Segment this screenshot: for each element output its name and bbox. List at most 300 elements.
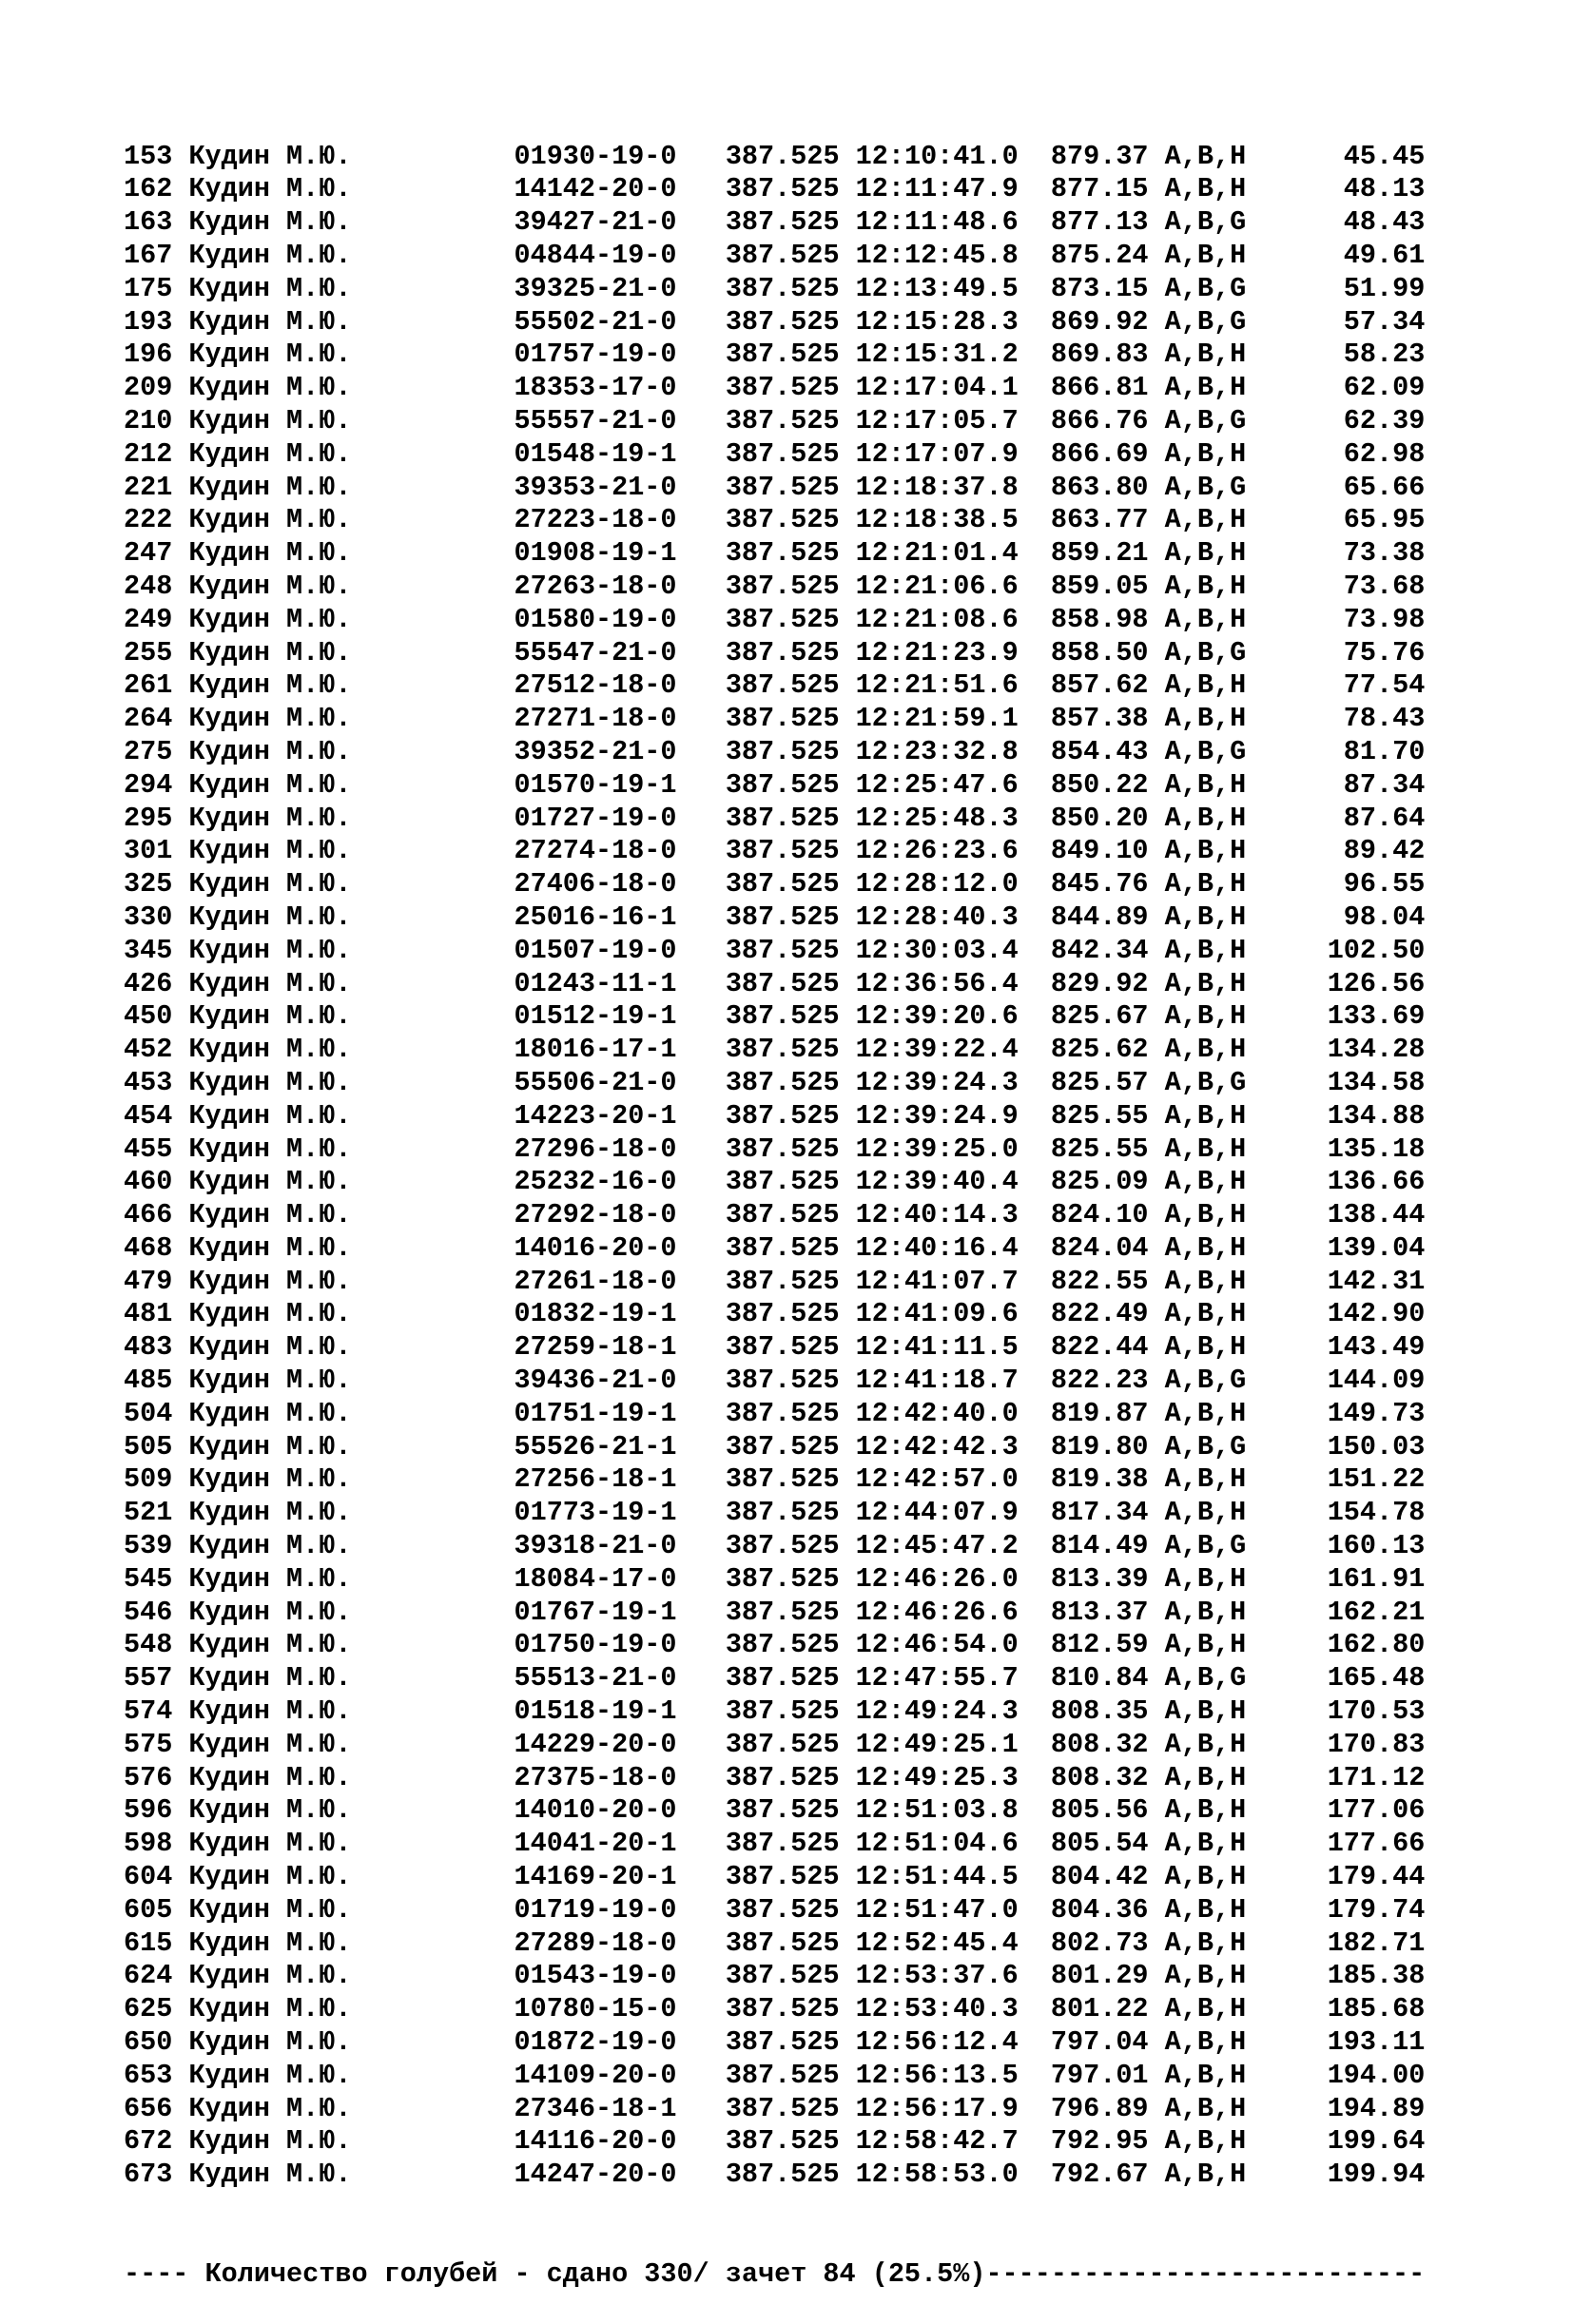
cell-name: Кудин М.Ю.: [188, 305, 352, 338]
cell-time: 12:58:42.7: [855, 2125, 1019, 2158]
cell-ring: 01543-19-0: [514, 1960, 677, 1992]
cell-points: 142.31: [1311, 1265, 1426, 1297]
cell-tags: A,B,H: [1164, 2159, 1247, 2191]
cell-time: 12:28:40.3: [855, 901, 1019, 933]
cell-tags: A,B,H: [1164, 2125, 1247, 2158]
cell-name: Кудин М.Ю.: [188, 1133, 352, 1165]
cell-ring: 14041-20-1: [514, 1828, 677, 1860]
cell-distance: 387.525: [725, 868, 840, 901]
cell-speed: 822.23: [1050, 1365, 1149, 1397]
cell-tags: A,B,H: [1164, 1861, 1247, 1893]
cell-points: 65.66: [1311, 471, 1426, 503]
cell-points: 45.45: [1311, 140, 1426, 172]
cell-name: Кудин М.Ю.: [188, 1331, 352, 1364]
cell-speed: 850.22: [1050, 768, 1149, 801]
cell-ring: 01872-19-0: [514, 2026, 677, 2059]
cell-distance: 387.525: [725, 802, 840, 834]
cell-tags: A,B,G: [1164, 404, 1247, 436]
cell-name: Кудин М.Ю.: [188, 2059, 352, 2091]
cell-points: 182.71: [1311, 1927, 1426, 1959]
cell-tags: A,B,H: [1164, 339, 1247, 371]
cell-place: 598: [124, 1828, 173, 1860]
cell-name: Кудин М.Ю.: [188, 934, 352, 966]
cell-points: 89.42: [1311, 835, 1426, 867]
cell-distance: 387.525: [725, 1993, 840, 2025]
cell-time: 12:10:41.0: [855, 140, 1019, 172]
cell-name: Кудин М.Ю.: [188, 570, 352, 602]
cell-tags: A,B,H: [1164, 2092, 1247, 2124]
cell-ring: 01548-19-1: [514, 437, 677, 470]
cell-place: 210: [124, 404, 173, 436]
cell-time: 12:21:51.6: [855, 669, 1019, 702]
cell-points: 185.38: [1311, 1960, 1426, 1992]
cell-tags: A,B,H: [1164, 140, 1247, 172]
cell-name: Кудин М.Ю.: [188, 339, 352, 371]
cell-time: 12:52:45.4: [855, 1927, 1019, 1959]
cell-place: 575: [124, 1728, 173, 1760]
cell-place: 485: [124, 1365, 173, 1397]
cell-time: 12:56:12.4: [855, 2026, 1019, 2059]
cell-time: 12:44:07.9: [855, 1497, 1019, 1529]
cell-ring: 14223-20-1: [514, 1099, 677, 1132]
cell-speed: 866.69: [1050, 437, 1149, 470]
result-row: [124, 1960, 1425, 1993]
cell-points: 136.66: [1311, 1166, 1426, 1198]
cell-name: Кудин М.Ю.: [188, 1562, 352, 1595]
cell-distance: 387.525: [725, 1596, 840, 1628]
cell-speed: 844.89: [1050, 901, 1149, 933]
cell-points: 139.04: [1311, 1231, 1426, 1264]
cell-place: 673: [124, 2159, 173, 2191]
cell-time: 12:40:14.3: [855, 1199, 1019, 1231]
cell-tags: A,B,H: [1164, 1794, 1247, 1827]
cell-points: 49.61: [1311, 239, 1426, 271]
cell-distance: 387.525: [725, 1562, 840, 1595]
cell-place: 209: [124, 372, 173, 404]
cell-place: 656: [124, 2092, 173, 2124]
cell-name: Кудин М.Ю.: [188, 272, 352, 304]
cell-place: 625: [124, 1993, 173, 2025]
cell-tags: A,B,H: [1164, 1199, 1247, 1231]
cell-points: 171.12: [1311, 1761, 1426, 1793]
cell-ring: 25016-16-1: [514, 901, 677, 933]
result-row: [124, 372, 1425, 405]
cell-ring: 01750-19-0: [514, 1629, 677, 1661]
result-row: [124, 173, 1425, 206]
cell-tags: A,B,G: [1164, 206, 1247, 239]
cell-name: Кудин М.Ю.: [188, 1199, 352, 1231]
cell-speed: 819.87: [1050, 1397, 1149, 1429]
cell-distance: 387.525: [725, 1265, 840, 1297]
cell-points: 150.03: [1311, 1430, 1426, 1462]
result-row: [124, 1861, 1425, 1894]
cell-distance: 387.525: [725, 372, 840, 404]
result-row: [124, 141, 1425, 174]
result-row: [124, 803, 1425, 836]
cell-place: 460: [124, 1166, 173, 1198]
cell-distance: 387.525: [725, 1365, 840, 1397]
cell-tags: A,B,H: [1164, 868, 1247, 901]
cell-ring: 14016-20-0: [514, 1231, 677, 1264]
cell-time: 12:41:18.7: [855, 1365, 1019, 1397]
cell-tags: A,B,H: [1164, 1099, 1247, 1132]
cell-points: 162.80: [1311, 1629, 1426, 1661]
cell-place: 153: [124, 140, 173, 172]
cell-time: 12:17:05.7: [855, 404, 1019, 436]
cell-time: 12:41:07.7: [855, 1265, 1019, 1297]
cell-place: 163: [124, 206, 173, 239]
cell-distance: 387.525: [725, 173, 840, 205]
cell-time: 12:47:55.7: [855, 1662, 1019, 1695]
result-row: [124, 1100, 1425, 1133]
cell-place: 504: [124, 1397, 173, 1429]
cell-ring: 01719-19-0: [514, 1893, 677, 1926]
cell-points: 102.50: [1311, 934, 1426, 966]
result-row: [124, 835, 1425, 868]
cell-time: 12:56:13.5: [855, 2059, 1019, 2091]
cell-place: 539: [124, 1530, 173, 1562]
cell-tags: A,B,G: [1164, 1430, 1247, 1462]
result-row: [124, 1729, 1425, 1762]
cell-name: Кудин М.Ю.: [188, 1629, 352, 1661]
cell-points: 179.44: [1311, 1861, 1426, 1893]
cell-speed: 822.55: [1050, 1265, 1149, 1297]
cell-place: 605: [124, 1893, 173, 1926]
cell-ring: 14229-20-0: [514, 1728, 677, 1760]
cell-time: 12:39:24.3: [855, 1066, 1019, 1098]
cell-time: 12:21:08.6: [855, 603, 1019, 635]
cell-time: 12:41:11.5: [855, 1331, 1019, 1364]
cell-points: 160.13: [1311, 1530, 1426, 1562]
cell-ring: 01930-19-0: [514, 140, 677, 172]
cell-tags: A,B,H: [1164, 2059, 1247, 2091]
cell-name: Кудин М.Ю.: [188, 1695, 352, 1728]
cell-points: 134.88: [1311, 1099, 1426, 1132]
cell-ring: 01570-19-1: [514, 768, 677, 801]
cell-points: 134.58: [1311, 1066, 1426, 1098]
cell-points: 87.34: [1311, 768, 1426, 801]
cell-tags: A,B,G: [1164, 1662, 1247, 1695]
cell-ring: 01727-19-0: [514, 802, 677, 834]
cell-place: 450: [124, 1000, 173, 1033]
cell-place: 479: [124, 1265, 173, 1297]
cell-tags: A,B,H: [1164, 1397, 1247, 1429]
cell-name: Кудин М.Ю.: [188, 901, 352, 933]
cell-time: 12:58:53.0: [855, 2159, 1019, 2191]
cell-time: 12:21:01.4: [855, 537, 1019, 570]
cell-speed: 808.32: [1050, 1761, 1149, 1793]
cell-place: 505: [124, 1430, 173, 1462]
cell-place: 301: [124, 835, 173, 867]
cell-distance: 387.525: [725, 1794, 840, 1827]
cell-name: Кудин М.Ю.: [188, 2159, 352, 2191]
cell-speed: 854.43: [1050, 735, 1149, 767]
cell-speed: 824.10: [1050, 1199, 1149, 1231]
cell-tags: A,B,H: [1164, 1166, 1247, 1198]
cell-ring: 27223-18-0: [514, 504, 677, 536]
cell-ring: 27274-18-0: [514, 835, 677, 867]
cell-name: Кудин М.Ю.: [188, 1066, 352, 1098]
cell-distance: 387.525: [725, 1430, 840, 1462]
cell-name: Кудин М.Ю.: [188, 1893, 352, 1926]
cell-ring: 55557-21-0: [514, 404, 677, 436]
cell-points: 57.34: [1311, 305, 1426, 338]
cell-time: 12:15:31.2: [855, 339, 1019, 371]
cell-ring: 27512-18-0: [514, 669, 677, 702]
cell-time: 12:18:38.5: [855, 504, 1019, 536]
result-row: [124, 1597, 1425, 1630]
cell-place: 175: [124, 272, 173, 304]
cell-name: Кудин М.Ю.: [188, 1000, 352, 1033]
cell-speed: 801.29: [1050, 1960, 1149, 1992]
cell-points: 62.98: [1311, 437, 1426, 470]
cell-tags: A,B,H: [1164, 1562, 1247, 1595]
cell-place: 468: [124, 1231, 173, 1264]
cell-distance: 387.525: [725, 1927, 840, 1959]
result-row: [124, 438, 1425, 472]
cell-tags: A,B,H: [1164, 537, 1247, 570]
cell-ring: 14247-20-0: [514, 2159, 677, 2191]
cell-name: Кудин М.Ю.: [188, 802, 352, 834]
result-row: [124, 1993, 1425, 2026]
result-row: [124, 637, 1425, 670]
cell-points: 87.64: [1311, 802, 1426, 834]
cell-name: Кудин М.Ю.: [188, 2125, 352, 2158]
cell-name: Кудин М.Ю.: [188, 1265, 352, 1297]
cell-ring: 01767-19-1: [514, 1596, 677, 1628]
cell-name: Кудин М.Ю.: [188, 636, 352, 668]
cell-points: 185.68: [1311, 1993, 1426, 2025]
cell-ring: 27289-18-0: [514, 1927, 677, 1959]
result-row: [124, 1927, 1425, 1961]
cell-ring: 01773-19-1: [514, 1497, 677, 1529]
cell-time: 12:11:48.6: [855, 206, 1019, 239]
cell-points: 58.23: [1311, 339, 1426, 371]
cell-tags: A,B,H: [1164, 1993, 1247, 2025]
cell-time: 12:30:03.4: [855, 934, 1019, 966]
result-row: [124, 736, 1425, 769]
cell-tags: A,B,G: [1164, 1066, 1247, 1098]
cell-name: Кудин М.Ю.: [188, 1993, 352, 2025]
cell-points: 135.18: [1311, 1133, 1426, 1165]
result-row: [124, 1000, 1425, 1034]
cell-place: 653: [124, 2059, 173, 2091]
cell-tags: A,B,H: [1164, 802, 1247, 834]
cell-name: Кудин М.Ю.: [188, 1430, 352, 1462]
cell-place: 576: [124, 1761, 173, 1793]
cell-speed: 792.95: [1050, 2125, 1149, 2158]
result-row: [124, 339, 1425, 372]
cell-place: 672: [124, 2125, 173, 2158]
cell-distance: 387.525: [725, 603, 840, 635]
cell-place: 222: [124, 504, 173, 536]
cell-speed: 813.37: [1050, 1596, 1149, 1628]
cell-tags: A,B,H: [1164, 1828, 1247, 1860]
result-row: [124, 703, 1425, 736]
cell-time: 12:46:54.0: [855, 1629, 1019, 1661]
cell-ring: 27292-18-0: [514, 1199, 677, 1231]
cell-speed: 859.21: [1050, 537, 1149, 570]
cell-time: 12:51:04.6: [855, 1828, 1019, 1860]
cell-name: Кудин М.Ю.: [188, 372, 352, 404]
cell-ring: 39318-21-0: [514, 1530, 677, 1562]
result-row: [124, 1199, 1425, 1232]
cell-tags: A,B,H: [1164, 1265, 1247, 1297]
cell-speed: 808.32: [1050, 1728, 1149, 1760]
cell-distance: 387.525: [725, 570, 840, 602]
cell-speed: 797.04: [1050, 2026, 1149, 2059]
result-row: [124, 769, 1425, 803]
cell-ring: 39325-21-0: [514, 272, 677, 304]
cell-time: 12:39:20.6: [855, 1000, 1019, 1033]
cell-name: Кудин М.Ю.: [188, 1794, 352, 1827]
cell-tags: A,B,H: [1164, 1927, 1247, 1959]
cell-speed: 850.20: [1050, 802, 1149, 834]
cell-distance: 387.525: [725, 735, 840, 767]
cell-speed: 875.24: [1050, 239, 1149, 271]
cell-tags: A,B,H: [1164, 437, 1247, 470]
cell-points: 193.11: [1311, 2026, 1426, 2059]
cell-ring: 18084-17-0: [514, 1562, 677, 1595]
cell-distance: 387.525: [725, 1728, 840, 1760]
result-row: [124, 2060, 1425, 2093]
cell-tags: A,B,H: [1164, 1960, 1247, 1992]
cell-time: 12:17:07.9: [855, 437, 1019, 470]
cell-points: 144.09: [1311, 1365, 1426, 1397]
cell-distance: 387.525: [725, 768, 840, 801]
cell-tags: A,B,H: [1164, 703, 1247, 735]
cell-speed: 817.34: [1050, 1497, 1149, 1529]
cell-time: 12:11:47.9: [855, 173, 1019, 205]
cell-points: 177.66: [1311, 1828, 1426, 1860]
cell-speed: 825.55: [1050, 1099, 1149, 1132]
cell-name: Кудин М.Ю.: [188, 1927, 352, 1959]
cell-name: Кудин М.Ю.: [188, 1828, 352, 1860]
cell-ring: 55526-21-1: [514, 1430, 677, 1462]
cell-name: Кудин М.Ю.: [188, 603, 352, 635]
cell-place: 483: [124, 1331, 173, 1364]
cell-points: 98.04: [1311, 901, 1426, 933]
cell-name: Кудин М.Ю.: [188, 173, 352, 205]
cell-name: Кудин М.Ю.: [188, 768, 352, 801]
cell-tags: A,B,H: [1164, 1000, 1247, 1033]
cell-name: Кудин М.Ю.: [188, 1530, 352, 1562]
result-row: [124, 968, 1425, 1001]
cell-time: 12:46:26.6: [855, 1596, 1019, 1628]
cell-time: 12:39:40.4: [855, 1166, 1019, 1198]
cell-distance: 387.525: [725, 1761, 840, 1793]
cell-tags: A,B,G: [1164, 1365, 1247, 1397]
result-row: [124, 1331, 1425, 1365]
cell-points: 199.94: [1311, 2159, 1426, 2191]
result-row: [124, 604, 1425, 637]
cell-distance: 387.525: [725, 967, 840, 999]
cell-speed: 824.04: [1050, 1231, 1149, 1264]
cell-tags: A,B,H: [1164, 1629, 1247, 1661]
cell-points: 65.95: [1311, 504, 1426, 536]
cell-time: 12:45:47.2: [855, 1530, 1019, 1562]
cell-distance: 387.525: [725, 1497, 840, 1529]
cell-name: Кудин М.Ю.: [188, 1463, 352, 1496]
cell-place: 295: [124, 802, 173, 834]
cell-ring: 01751-19-1: [514, 1397, 677, 1429]
cell-ring: 55506-21-0: [514, 1066, 677, 1098]
cell-speed: 819.38: [1050, 1463, 1149, 1496]
cell-ring: 25232-16-0: [514, 1166, 677, 1198]
cell-points: 149.73: [1311, 1397, 1426, 1429]
cell-tags: A,B,H: [1164, 1231, 1247, 1264]
cell-speed: 813.39: [1050, 1562, 1149, 1595]
cell-name: Кудин М.Ю.: [188, 471, 352, 503]
cell-points: 48.43: [1311, 206, 1426, 239]
cell-place: 325: [124, 868, 173, 901]
cell-name: Кудин М.Ю.: [188, 140, 352, 172]
cell-name: Кудин М.Ю.: [188, 703, 352, 735]
result-row: [124, 2093, 1425, 2126]
cell-speed: 805.56: [1050, 1794, 1149, 1827]
cell-time: 12:53:37.6: [855, 1960, 1019, 1992]
cell-tags: A,B,G: [1164, 735, 1247, 767]
cell-place: 255: [124, 636, 173, 668]
cell-points: 154.78: [1311, 1497, 1426, 1529]
cell-name: Кудин М.Ю.: [188, 1365, 352, 1397]
cell-speed: 796.89: [1050, 2092, 1149, 2124]
cell-ring: 01518-19-1: [514, 1695, 677, 1728]
result-row: [124, 1365, 1425, 1398]
cell-ring: 01832-19-1: [514, 1298, 677, 1330]
cell-distance: 387.525: [725, 1034, 840, 1066]
cell-distance: 387.525: [725, 471, 840, 503]
cell-name: Кудин М.Ю.: [188, 1298, 352, 1330]
cell-tags: A,B,H: [1164, 934, 1247, 966]
cell-speed: 808.35: [1050, 1695, 1149, 1728]
cell-distance: 387.525: [725, 1662, 840, 1695]
result-row: [124, 669, 1425, 703]
result-row: [124, 1530, 1425, 1563]
cell-time: 12:13:49.5: [855, 272, 1019, 304]
cell-distance: 387.525: [725, 1066, 840, 1098]
result-row: [124, 1662, 1425, 1695]
cell-points: 81.70: [1311, 735, 1426, 767]
cell-ring: 18016-17-1: [514, 1034, 677, 1066]
result-row: [124, 306, 1425, 339]
cell-distance: 387.525: [725, 272, 840, 304]
cell-tags: A,B,H: [1164, 1331, 1247, 1364]
cell-place: 453: [124, 1066, 173, 1098]
result-row: [124, 1298, 1425, 1331]
cell-speed: 819.80: [1050, 1430, 1149, 1462]
result-row: [124, 571, 1425, 604]
cell-points: 77.54: [1311, 669, 1426, 702]
cell-place: 212: [124, 437, 173, 470]
cell-speed: 804.36: [1050, 1893, 1149, 1926]
cell-name: Кудин М.Ю.: [188, 1397, 352, 1429]
cell-place: 548: [124, 1629, 173, 1661]
cell-name: Кудин М.Ю.: [188, 735, 352, 767]
result-row: [124, 1398, 1425, 1431]
cell-name: Кудин М.Ю.: [188, 1861, 352, 1893]
cell-place: 557: [124, 1662, 173, 1695]
result-row: [124, 273, 1425, 306]
cell-time: 12:28:12.0: [855, 868, 1019, 901]
cell-place: 596: [124, 1794, 173, 1827]
result-row: [124, 1034, 1425, 1067]
cell-ring: 27271-18-0: [514, 703, 677, 735]
cell-tags: A,B,H: [1164, 372, 1247, 404]
cell-distance: 387.525: [725, 1893, 840, 1926]
cell-speed: 858.50: [1050, 636, 1149, 668]
cell-time: 12:42:40.0: [855, 1397, 1019, 1429]
